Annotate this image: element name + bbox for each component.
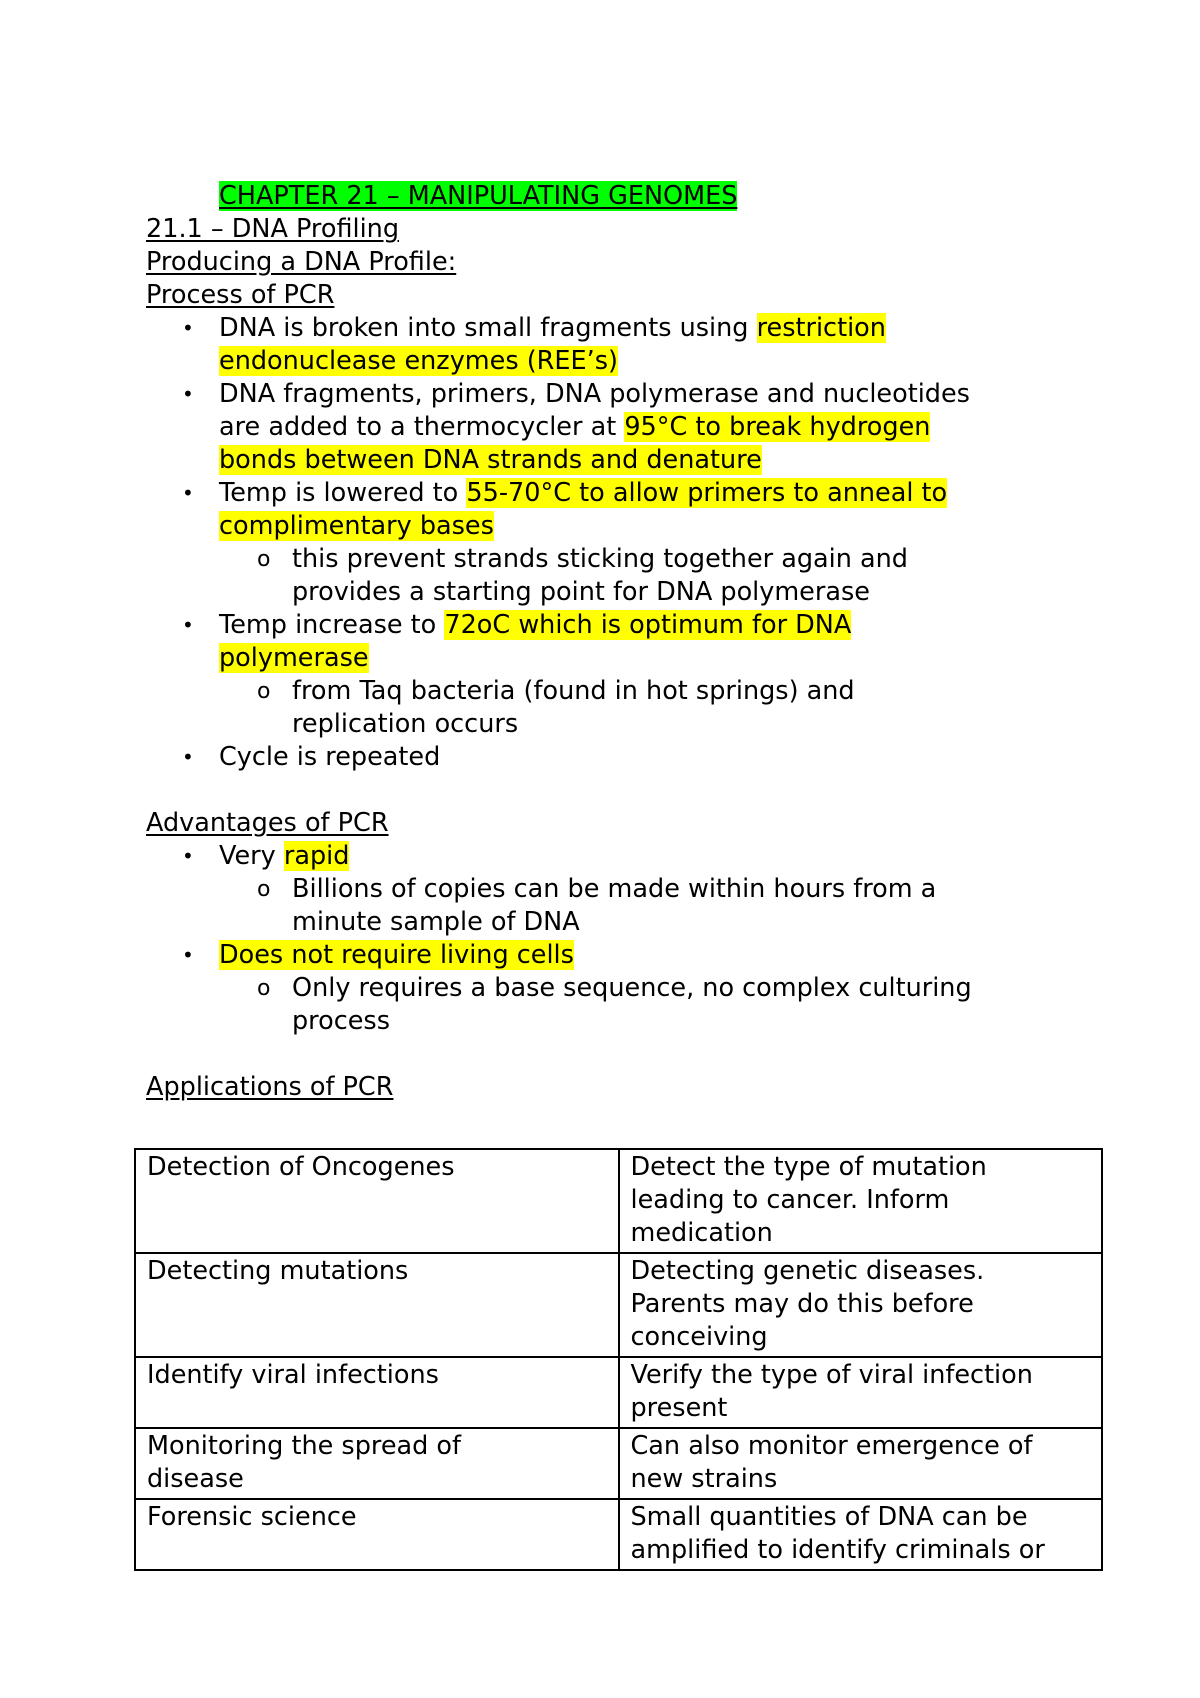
cell-text-line: present	[630, 1393, 728, 1423]
application-description-cell	[619, 1253, 1103, 1357]
step-highlight: bonds between DNA strands and denature	[219, 445, 762, 475]
process-step-line	[219, 642, 1106, 675]
step-text: are added to a thermocycler at	[219, 412, 625, 442]
step-text: Temp increase to	[219, 610, 445, 640]
spacer	[146, 774, 1106, 807]
cell-text-line: Monitoring the spread of	[147, 1431, 462, 1461]
bullet-icon: •	[182, 481, 194, 505]
advantages-heading: Advantages of PCR	[146, 808, 389, 838]
subsection-heading: Producing a DNA Profile:	[146, 247, 457, 277]
table-row	[135, 1499, 1102, 1570]
sub-text-line: Only requires a base sequence, no complex culturing	[292, 973, 972, 1003]
cell-text-line: Can also monitor emergence of	[630, 1431, 1033, 1461]
list-item	[146, 939, 1106, 1038]
bullet-icon: •	[182, 943, 194, 967]
cell-text-line: Parents may do this before	[630, 1289, 974, 1319]
sub-text-line: provides a starting point for DNA polymerase	[292, 577, 870, 607]
bullet-icon: •	[182, 844, 194, 868]
table-row	[135, 1428, 1102, 1499]
step-highlight: complimentary bases	[219, 511, 494, 541]
cell-text-line: Detect the type of mutation	[630, 1152, 987, 1182]
cell-text-line: medication	[630, 1218, 773, 1248]
cell-text-line: disease	[147, 1464, 244, 1494]
sub-text-line: process	[292, 1006, 390, 1036]
application-description-cell	[619, 1149, 1103, 1253]
application-name-cell	[135, 1253, 619, 1357]
list-item	[146, 840, 1106, 939]
step-highlight: 95°C to break hydrogen	[624, 412, 931, 442]
table-row	[135, 1149, 1102, 1253]
cell-text-line: Verify the type of viral infection	[630, 1360, 1033, 1390]
step-highlight: polymerase	[219, 643, 369, 673]
application-description-cell	[619, 1499, 1103, 1570]
advantages-heading-line	[146, 807, 1106, 840]
advantages-list	[146, 840, 1106, 1038]
cell-text-line: Identify viral infections	[147, 1360, 439, 1390]
advantage-text: Very	[219, 841, 284, 871]
cell-text-line: Detecting genetic diseases.	[630, 1256, 985, 1286]
application-description-cell	[619, 1428, 1103, 1499]
process-step	[146, 378, 1106, 477]
table-row	[135, 1253, 1102, 1357]
process-step-line	[219, 609, 1106, 642]
spacer	[146, 1104, 1106, 1148]
process-step-line	[219, 312, 1106, 345]
step-text: DNA fragments, primers, DNA polymerase and nucleotides	[219, 379, 970, 409]
process-step	[146, 741, 1106, 774]
applications-table	[134, 1148, 1103, 1571]
bullet-icon: •	[182, 613, 194, 637]
sub-bullet-icon: o	[257, 547, 271, 572]
process-list	[146, 312, 1106, 774]
application-description-cell	[619, 1357, 1103, 1428]
process-heading: Process of PCR	[146, 280, 335, 310]
step-highlight: restriction	[756, 313, 886, 343]
chapter-title-line	[146, 180, 1106, 213]
spacer	[146, 1038, 1106, 1071]
sub-list	[219, 972, 1106, 1038]
step-highlight: 55-70°C to allow primers to anneal to	[466, 478, 948, 508]
process-step	[146, 609, 1106, 741]
application-name-cell	[135, 1149, 619, 1253]
advantage-highlight: rapid	[283, 841, 350, 871]
process-step	[146, 312, 1106, 378]
bullet-icon: •	[182, 745, 194, 769]
step-text: Temp is lowered to	[219, 478, 467, 508]
process-heading-line	[146, 279, 1106, 312]
chapter-title: CHAPTER 21 – MANIPULATING GENOMES	[219, 181, 738, 211]
cell-text-line: amplified to identify criminals or	[630, 1535, 1045, 1565]
cell-text-line: leading to cancer. Inform	[630, 1185, 950, 1215]
sub-bullet-icon: o	[257, 976, 271, 1001]
process-step	[146, 477, 1106, 609]
application-name-cell	[135, 1428, 619, 1499]
sub-text-line: minute sample of DNA	[292, 907, 580, 937]
section-heading: 21.1 – DNA Profiling	[146, 214, 400, 244]
applications-heading: Applications of PCR	[146, 1072, 394, 1102]
cell-text-line: Detecting mutations	[147, 1256, 409, 1286]
process-step-line	[219, 477, 1106, 510]
cell-text-line: conceiving	[630, 1322, 768, 1352]
process-step-line	[219, 444, 1106, 477]
cell-text-line: Detection of Oncogenes	[147, 1152, 455, 1182]
applications-table-body	[135, 1149, 1102, 1570]
process-step-line	[219, 345, 1106, 378]
sub-list-item	[219, 972, 1106, 1038]
sub-list	[219, 543, 1106, 609]
table-row	[135, 1357, 1102, 1428]
sub-bullet-icon: o	[257, 877, 271, 902]
sub-list	[219, 873, 1106, 939]
process-step-line	[219, 510, 1106, 543]
sub-list-item	[219, 675, 1106, 741]
step-highlight: 72oC which is optimum for DNA	[444, 610, 852, 640]
step-text: Cycle is repeated	[219, 742, 441, 772]
advantage-highlight: Does not require living cells	[219, 940, 574, 970]
sub-text-line: replication occurs	[292, 709, 519, 739]
sub-text-line: Billions of copies can be made within hours from a	[292, 874, 937, 904]
step-text: DNA is broken into small fragments using	[219, 313, 757, 343]
applications-heading-line	[146, 1071, 1106, 1104]
application-name-cell	[135, 1357, 619, 1428]
process-step-line	[219, 411, 1106, 444]
cell-text-line: Forensic science	[147, 1502, 357, 1532]
sub-list-item	[219, 543, 1106, 609]
document-content	[146, 180, 1106, 1571]
sub-list	[219, 675, 1106, 741]
process-step-line	[219, 378, 1106, 411]
section-heading-line	[146, 213, 1106, 246]
subsection-heading-line	[146, 246, 1106, 279]
sub-list-item	[219, 873, 1106, 939]
cell-text-line: Small quantities of DNA can be	[630, 1502, 1028, 1532]
sub-text-line: this prevent strands sticking together again and	[292, 544, 908, 574]
step-highlight: endonuclease enzymes (REE’s)	[219, 346, 618, 376]
bullet-icon: •	[182, 382, 194, 406]
sub-text-line: from Taq bacteria (found in hot springs) and	[292, 676, 855, 706]
process-step-line	[219, 741, 1106, 774]
bullet-icon: •	[182, 316, 194, 340]
cell-text-line: new strains	[630, 1464, 778, 1494]
application-name-cell	[135, 1499, 619, 1570]
sub-bullet-icon: o	[257, 679, 271, 704]
